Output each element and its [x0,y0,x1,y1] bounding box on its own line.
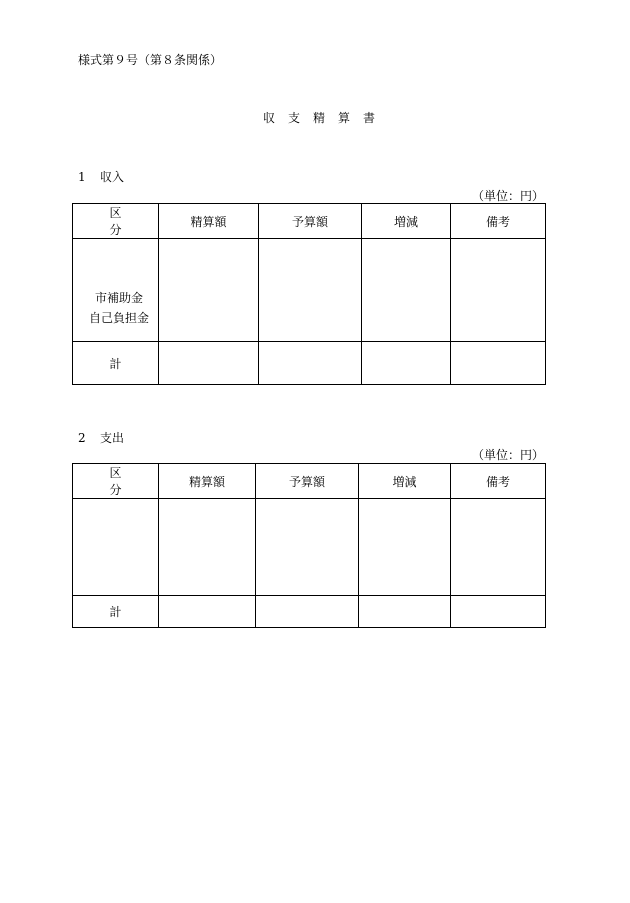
income-item-self-funding: 自己負担金 [88,310,149,325]
expense-items-cell[interactable] [73,499,159,596]
expense-body-row [73,499,546,596]
income-total-remarks-cell[interactable] [451,342,546,385]
income-table [72,203,546,385]
income-header-row [73,204,546,239]
form-number: 様式第９号（第８条関係） [78,53,223,67]
income-unit-label: （単位：円） [471,189,544,203]
income-item-city-subsidy: 市補助金 [94,290,143,305]
income-total-budget-cell[interactable] [259,342,362,385]
expense-settled-cell[interactable] [159,499,256,596]
expense-total-row [73,596,546,628]
column-header-settled-amount: 精算額 [159,204,259,239]
income-items-cell [73,239,159,342]
expense-budget-cell[interactable] [256,499,359,596]
column-header-budget-amount: 予算額 [259,204,362,239]
column-header-budget-amount: 予算額 [256,464,359,499]
income-body-row [73,239,546,342]
income-total-label: 計 [73,342,159,385]
document-title: 収支精算書 [263,111,389,125]
expense-total-settled-cell[interactable] [159,596,256,628]
income-total-row [73,342,546,385]
expense-total-change-cell[interactable] [359,596,451,628]
expense-section-number: 2 [78,431,86,445]
income-total-settled-cell[interactable] [159,342,259,385]
income-budget-cell[interactable] [259,239,362,342]
column-header-settled-amount: 精算額 [159,464,256,499]
income-remarks-cell[interactable] [451,239,546,342]
expense-remarks-cell[interactable] [451,499,546,596]
column-header-category: 区 分 [73,204,159,239]
expense-change-cell[interactable] [359,499,451,596]
expense-total-label: 計 [73,596,159,628]
column-header-category: 区 分 [73,464,159,499]
income-total-change-cell[interactable] [362,342,451,385]
expense-total-remarks-cell[interactable] [451,596,546,628]
income-section-number: 1 [78,170,86,184]
expense-header-row [73,464,546,499]
income-change-cell[interactable] [362,239,451,342]
income-settled-cell[interactable] [159,239,259,342]
income-section-label: 収入 [100,170,125,184]
expense-section-label: 支出 [100,431,125,445]
column-header-remarks: 備考 [451,204,546,239]
expense-unit-label: （単位：円） [471,448,544,462]
income-section-title [78,168,124,185]
expense-total-budget-cell[interactable] [256,596,359,628]
expense-table [72,463,546,628]
column-header-change: 増減 [362,204,451,239]
column-header-remarks: 備考 [451,464,546,499]
expense-section-title [78,429,124,446]
column-header-change: 増減 [359,464,451,499]
